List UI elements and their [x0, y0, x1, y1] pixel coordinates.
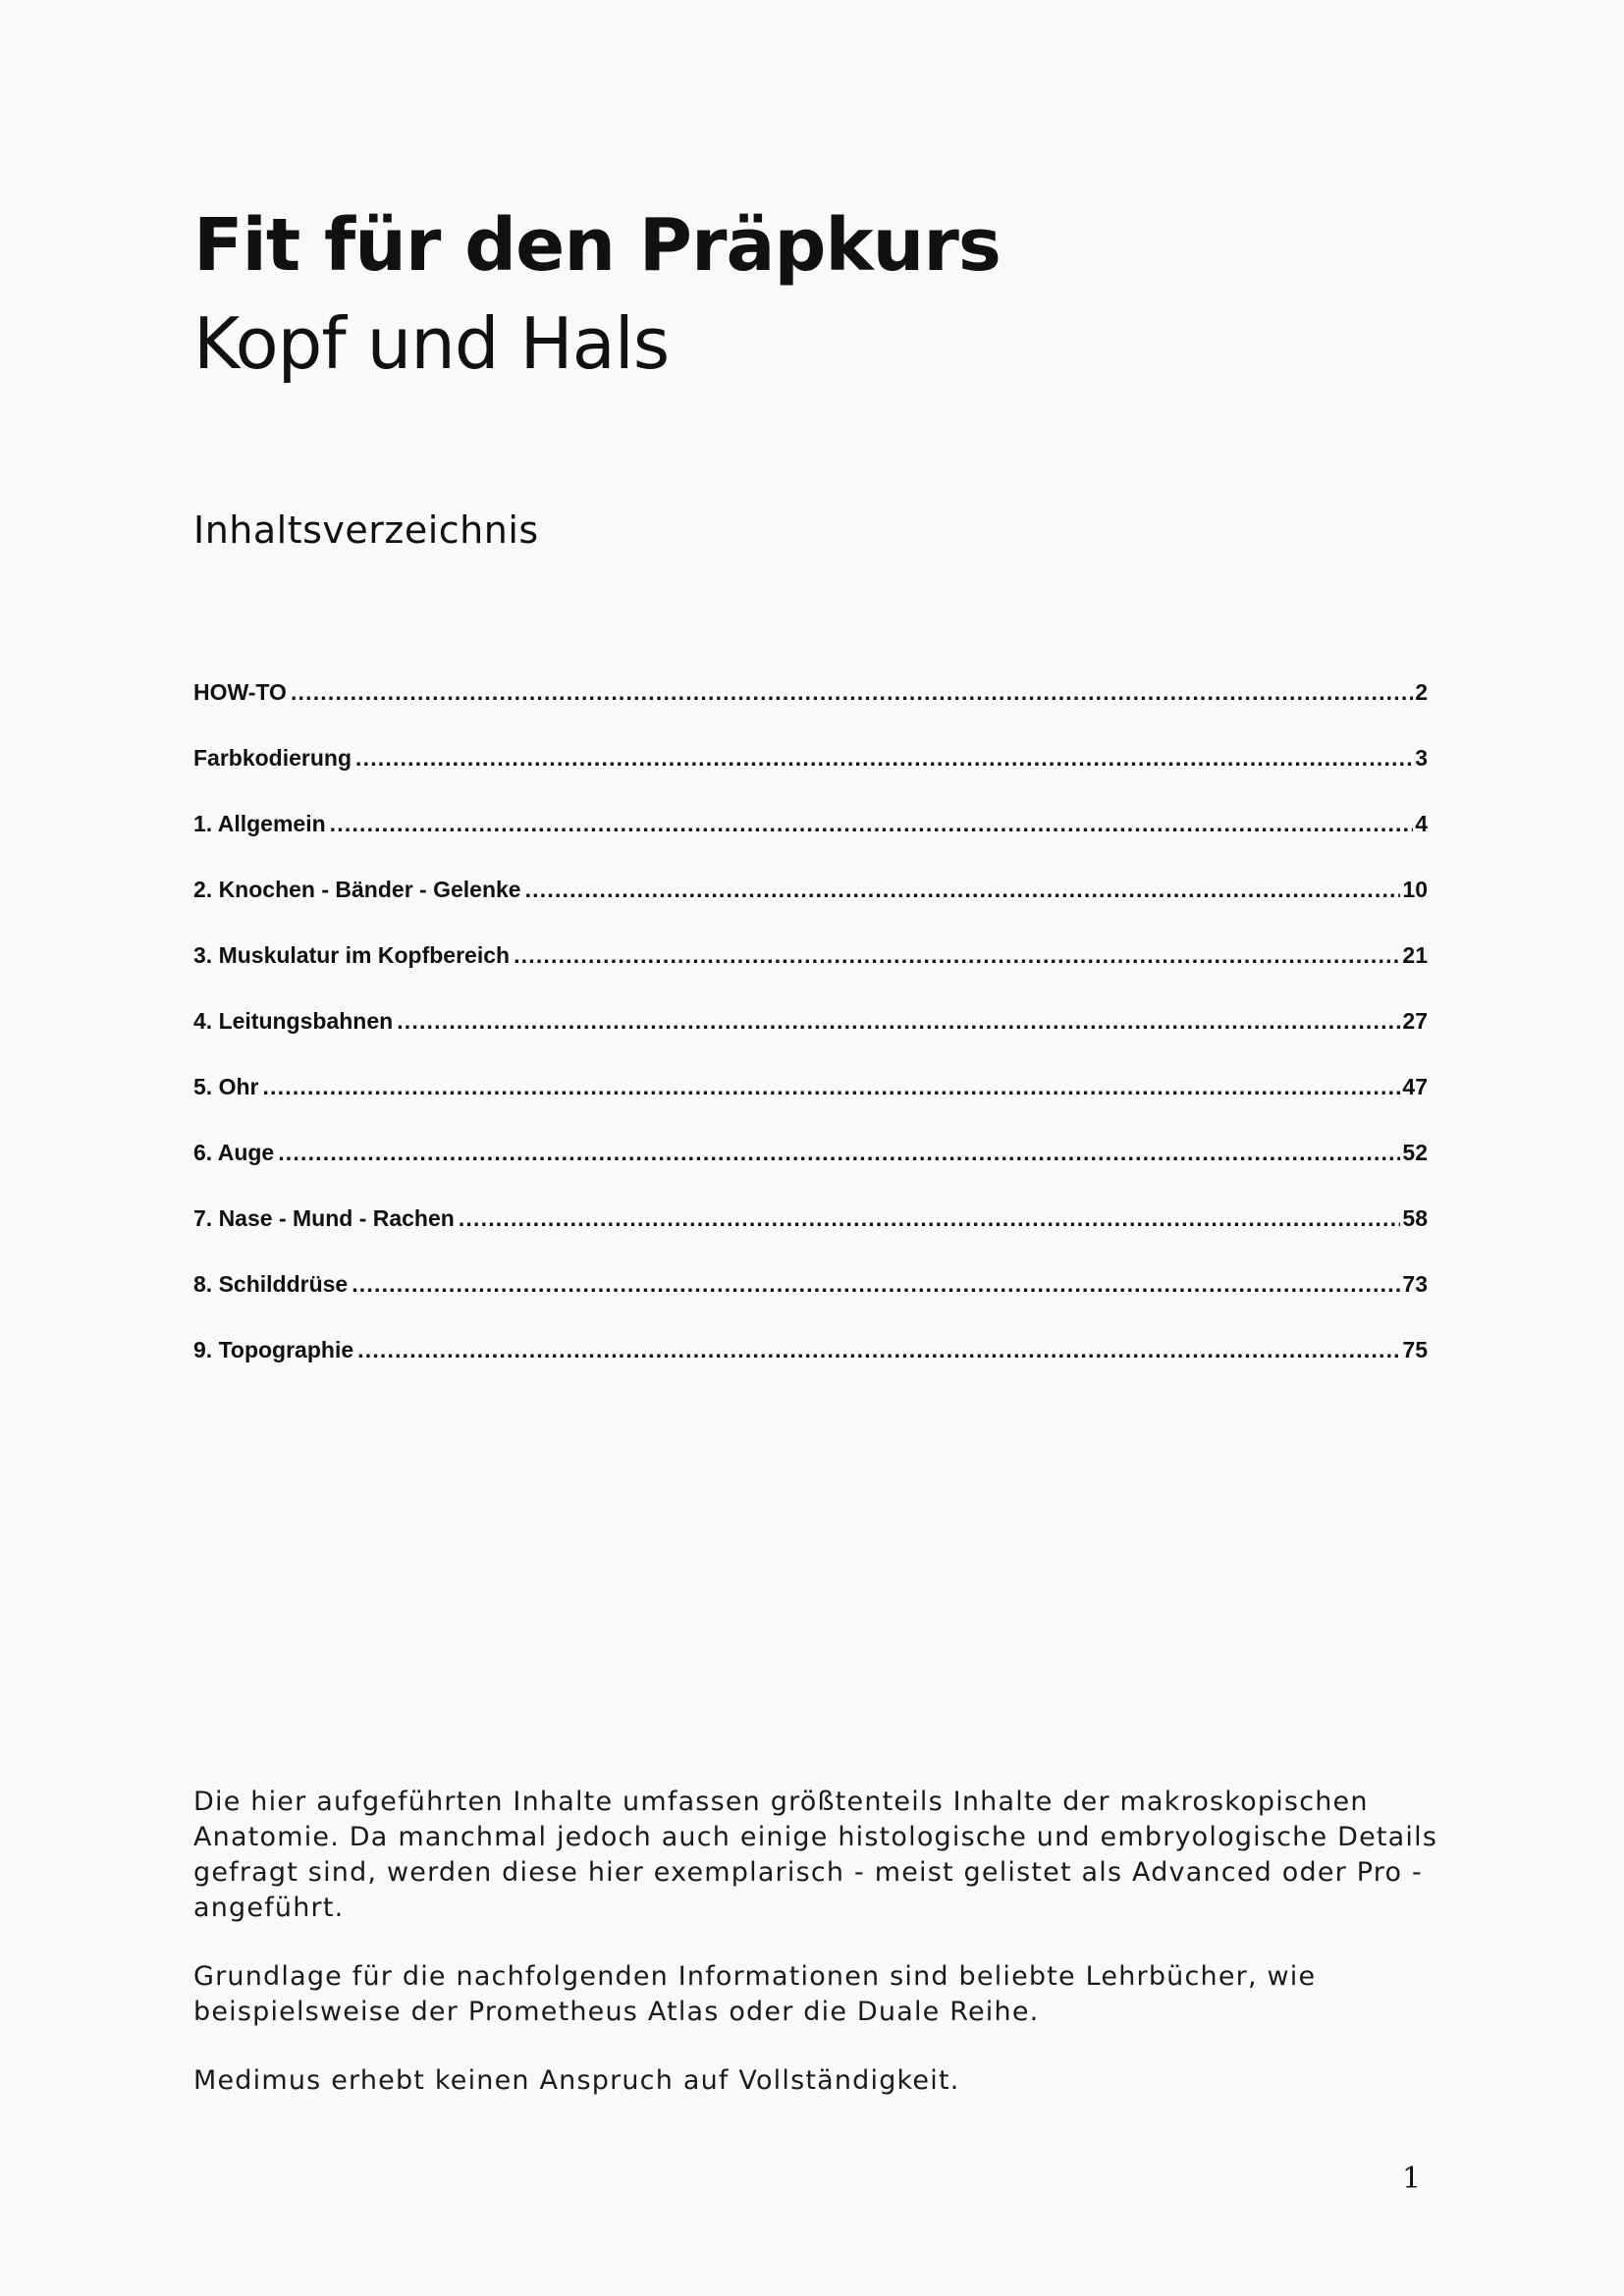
toc-entry-label: Farbkodierung: [193, 745, 352, 771]
toc-leader-dots: [355, 738, 1413, 777]
note-paragraph-scope: Die hier aufgeführten Inhalte umfassen größtenteils Inhalte der makroskopischen Anatomie. Da manchmal jedoch auch einige histologische und embryologische Details gefragt sind, werden diese hier exemplarisch - meist gelistet als Advanced oder Pro - angeführt.: [193, 1787, 1438, 1923]
toc-entry-label: 2. Knochen - Bänder - Gelenke: [193, 877, 521, 902]
toc-entry-page: 2: [1415, 679, 1428, 705]
toc-entry-auge[interactable]: [193, 1133, 1428, 1199]
toc-entry-page: 73: [1402, 1271, 1428, 1297]
toc-entry-label: 8. Schilddrüse: [193, 1271, 349, 1297]
toc-leader-dots: [262, 1067, 1400, 1106]
table-of-contents: [193, 672, 1428, 1396]
toc-entry-page: 47: [1402, 1074, 1428, 1099]
toc-entry-label: 4. Leitungsbahnen: [193, 1008, 394, 1034]
note-paragraph-sources: Grundlage für die nachfolgenden Informationen sind beliebte Lehrbücher, wie beispielsweise der Prometheus Atlas oder die Duale Reihe.: [193, 1961, 1317, 2027]
toc-entry-page: 21: [1402, 942, 1428, 968]
toc-entry-label: 9. Topographie: [193, 1337, 354, 1362]
toc-leader-dots: [330, 804, 1414, 843]
toc-entry-page: 3: [1415, 745, 1428, 771]
toc-entry-topographie[interactable]: [193, 1330, 1428, 1396]
toc-entry-schilddruese[interactable]: [193, 1264, 1428, 1330]
toc-leader-dots: [525, 870, 1401, 909]
toc-leader-dots: [514, 935, 1400, 975]
toc-entry-page: 4: [1415, 811, 1428, 836]
toc-leader-dots: [291, 672, 1413, 712]
toc-entry-leitungsbahnen[interactable]: [193, 1001, 1428, 1067]
toc-entry-knochen-baender-gelenke[interactable]: [193, 870, 1428, 935]
toc-entry-allgemein[interactable]: [193, 804, 1428, 870]
toc-entry-page: 58: [1402, 1205, 1428, 1231]
toc-entry-label: 1. Allgemein: [193, 811, 326, 836]
toc-heading: Inhaltsverzeichnis: [193, 508, 539, 552]
toc-leader-dots: [397, 1001, 1400, 1041]
toc-entry-label: 5. Ohr: [193, 1074, 259, 1099]
toc-entry-nase-mund-rachen[interactable]: [193, 1199, 1428, 1264]
page-number: 1: [1402, 2162, 1422, 2196]
toc-entry-label: 3. Muskulatur im Kopfbereich: [193, 942, 511, 968]
toc-entry-farbkodierung[interactable]: [193, 738, 1428, 804]
document-subtitle: Kopf und Hals: [193, 302, 670, 385]
toc-entry-page: 27: [1402, 1008, 1428, 1034]
toc-entry-label: 7. Nase - Mund - Rachen: [193, 1205, 455, 1231]
toc-leader-dots: [357, 1330, 1400, 1369]
toc-entry-label: HOW-TO: [193, 679, 287, 705]
toc-entry-page: 75: [1402, 1337, 1428, 1362]
document-title: Fit für den Präpkurs: [193, 203, 1001, 288]
toc-entry-page: 52: [1402, 1140, 1428, 1165]
toc-entry-page: 10: [1402, 877, 1428, 902]
note-paragraph-disclaimer: Medimus erhebt keinen Anspruch auf Vollständigkeit.: [193, 2065, 960, 2096]
toc-leader-dots: [278, 1133, 1400, 1172]
toc-leader-dots: [459, 1199, 1401, 1238]
notes-section: [193, 1785, 1450, 2132]
toc-entry-label: 6. Auge: [193, 1140, 275, 1165]
toc-entry-muskulatur[interactable]: [193, 935, 1428, 1001]
toc-leader-dots: [352, 1264, 1400, 1304]
toc-entry-ohr[interactable]: [193, 1067, 1428, 1133]
toc-entry-how-to[interactable]: [193, 672, 1428, 738]
